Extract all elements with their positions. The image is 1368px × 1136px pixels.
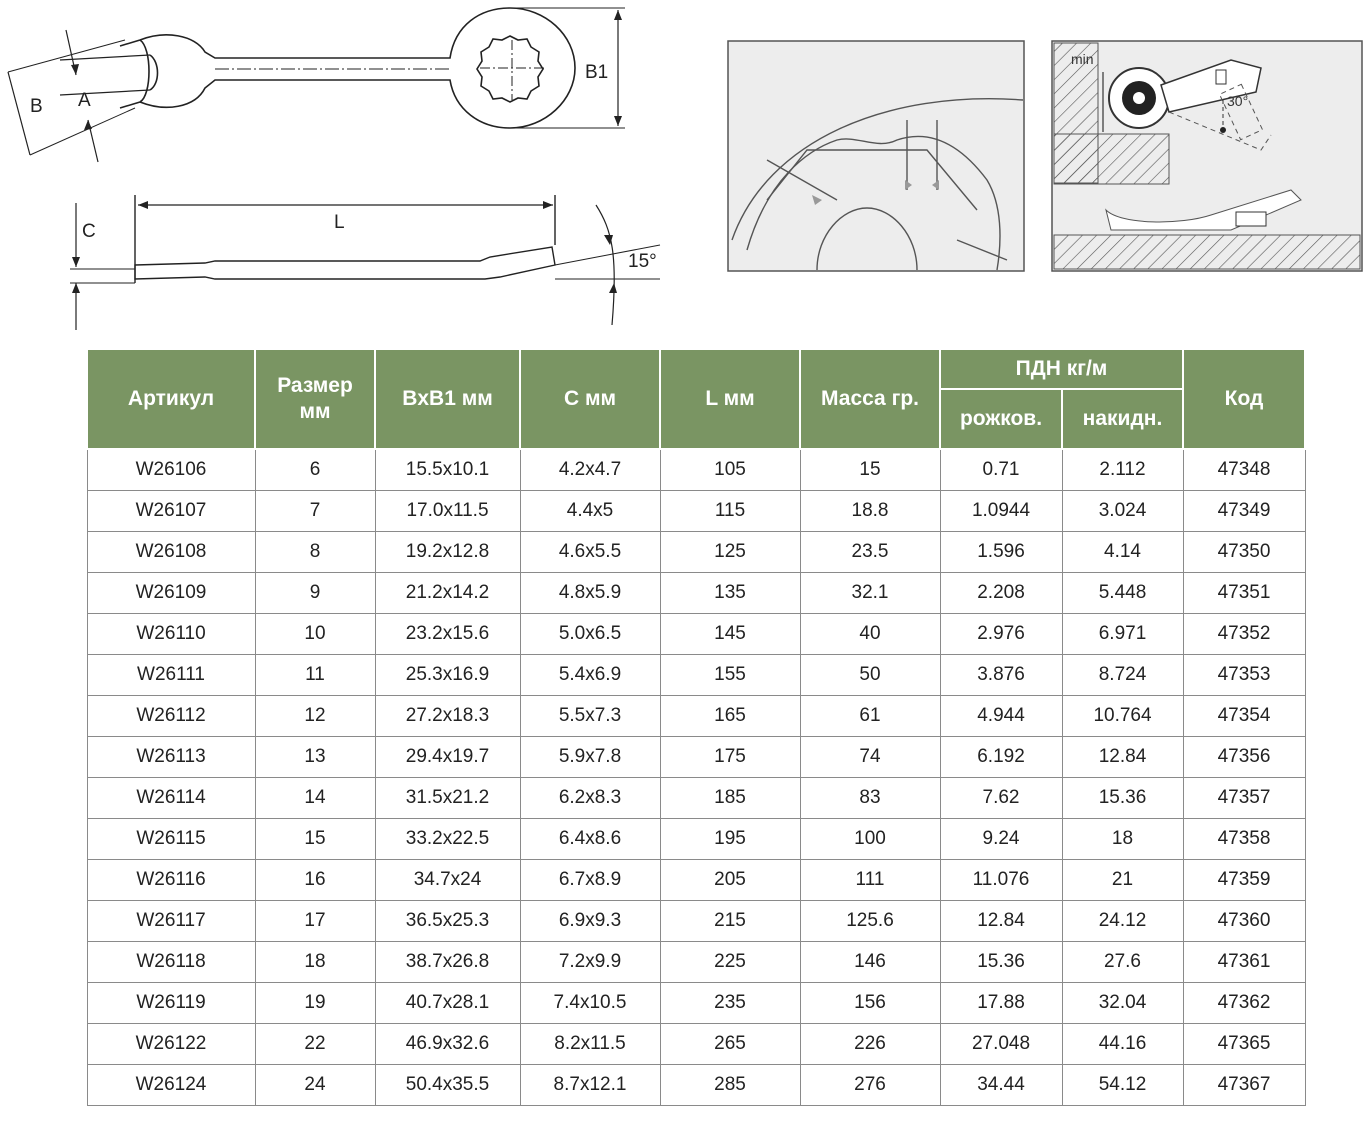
cell-l: 155 (660, 655, 800, 696)
cell-code: 47357 (1183, 778, 1305, 819)
cell-pdn-open: 6.192 (940, 737, 1062, 778)
header-size (255, 349, 375, 449)
usage-illustration-image (1051, 40, 1365, 274)
header-pdn-ring: накидн. (1062, 389, 1183, 449)
cell-article: W26111 (87, 655, 255, 696)
header-pdn: ПДН кг/м (940, 349, 1183, 389)
header-pdn-open: рожков. (940, 389, 1062, 449)
cell-c: 5.0x6.5 (520, 614, 660, 655)
cell-mass: 40 (800, 614, 940, 655)
wrench-side-view-drawing (0, 175, 680, 335)
cell-l: 145 (660, 614, 800, 655)
cell-l: 185 (660, 778, 800, 819)
cell-mass: 74 (800, 737, 940, 778)
cell-bxb1: 40.7x28.1 (375, 983, 520, 1024)
cell-pdn-open: 15.36 (940, 942, 1062, 983)
header-article: Артикул (87, 349, 255, 449)
cell-pdn-ring: 18 (1062, 819, 1183, 860)
cell-size: 7 (255, 491, 375, 532)
cell-article: W26119 (87, 983, 255, 1024)
cell-code: 47365 (1183, 1024, 1305, 1065)
cell-article: W26106 (87, 449, 255, 491)
cell-pdn-ring: 21 (1062, 860, 1183, 901)
cell-size: 12 (255, 696, 375, 737)
cell-pdn-open: 11.076 (940, 860, 1062, 901)
min-label: min (1071, 51, 1094, 67)
dim-label-angle-15: 15° (628, 251, 657, 272)
cell-article: W26110 (87, 614, 255, 655)
cell-bxb1: 38.7x26.8 (375, 942, 520, 983)
cell-size: 15 (255, 819, 375, 860)
cell-code: 47351 (1183, 573, 1305, 614)
cell-pdn-open: 12.84 (940, 901, 1062, 942)
cell-pdn-open: 2.976 (940, 614, 1062, 655)
dim-label-b: B (30, 96, 43, 117)
cell-pdn-open: 7.62 (940, 778, 1062, 819)
table-row (87, 1065, 1305, 1106)
cell-size: 22 (255, 1024, 375, 1065)
cell-l: 195 (660, 819, 800, 860)
cell-bxb1: 15.5x10.1 (375, 449, 520, 491)
table-row (87, 737, 1305, 778)
cell-article: W26113 (87, 737, 255, 778)
cell-bxb1: 36.5x25.3 (375, 901, 520, 942)
cell-pdn-ring: 6.971 (1062, 614, 1183, 655)
cell-bxb1: 34.7x24 (375, 860, 520, 901)
header-l: L мм (660, 349, 800, 449)
table-row (87, 532, 1305, 573)
cell-pdn-ring: 10.764 (1062, 696, 1183, 737)
cell-pdn-ring: 3.024 (1062, 491, 1183, 532)
cell-code: 47353 (1183, 655, 1305, 696)
angle-30-label: 30° (1227, 93, 1249, 109)
cell-article: W26117 (87, 901, 255, 942)
table-row (87, 573, 1305, 614)
cell-l: 205 (660, 860, 800, 901)
cell-pdn-ring: 8.724 (1062, 655, 1183, 696)
header-bxb1: BxB1 мм (375, 349, 520, 449)
table-row (87, 491, 1305, 532)
cell-pdn-ring: 5.448 (1062, 573, 1183, 614)
cell-pdn-open: 3.876 (940, 655, 1062, 696)
cell-size: 13 (255, 737, 375, 778)
cell-bxb1: 29.4x19.7 (375, 737, 520, 778)
cell-pdn-ring: 4.14 (1062, 532, 1183, 573)
table-row (87, 614, 1305, 655)
cell-pdn-open: 17.88 (940, 983, 1062, 1024)
cell-c: 5.4x6.9 (520, 655, 660, 696)
cell-mass: 100 (800, 819, 940, 860)
cell-code: 47361 (1183, 942, 1305, 983)
cell-l: 125 (660, 532, 800, 573)
cell-c: 4.6x5.5 (520, 532, 660, 573)
cell-article: W26116 (87, 860, 255, 901)
cell-pdn-ring: 15.36 (1062, 778, 1183, 819)
cell-size: 24 (255, 1065, 375, 1106)
dim-label-c: C (82, 221, 96, 242)
cell-bxb1: 31.5x21.2 (375, 778, 520, 819)
table-row (87, 942, 1305, 983)
cell-mass: 15 (800, 449, 940, 491)
cell-size: 16 (255, 860, 375, 901)
header-c: С мм (520, 349, 660, 449)
cell-article: W26114 (87, 778, 255, 819)
cell-code: 47352 (1183, 614, 1305, 655)
table-row (87, 983, 1305, 1024)
cell-bxb1: 19.2x12.8 (375, 532, 520, 573)
cell-l: 265 (660, 1024, 800, 1065)
cell-mass: 111 (800, 860, 940, 901)
cell-pdn-ring: 54.12 (1062, 1065, 1183, 1106)
cell-c: 6.9x9.3 (520, 901, 660, 942)
cell-size: 11 (255, 655, 375, 696)
table-row (87, 696, 1305, 737)
cell-pdn-open: 2.208 (940, 573, 1062, 614)
cell-article: W26115 (87, 819, 255, 860)
cell-bxb1: 21.2x14.2 (375, 573, 520, 614)
cell-article: W26118 (87, 942, 255, 983)
cell-size: 14 (255, 778, 375, 819)
cell-article: W26112 (87, 696, 255, 737)
cell-code: 47367 (1183, 1065, 1305, 1106)
cell-c: 4.4x5 (520, 491, 660, 532)
cell-pdn-ring: 32.04 (1062, 983, 1183, 1024)
cell-l: 285 (660, 1065, 800, 1106)
cell-c: 8.7x12.1 (520, 1065, 660, 1106)
cell-mass: 146 (800, 942, 940, 983)
table-row (87, 778, 1305, 819)
cell-c: 4.8x5.9 (520, 573, 660, 614)
cell-mass: 61 (800, 696, 940, 737)
table-row (87, 449, 1305, 491)
cell-size: 19 (255, 983, 375, 1024)
cell-size: 17 (255, 901, 375, 942)
cell-code: 47356 (1183, 737, 1305, 778)
spec-table-body (87, 449, 1305, 1106)
cell-c: 6.7x8.9 (520, 860, 660, 901)
cell-code: 47360 (1183, 901, 1305, 942)
dim-label-a: A (78, 90, 91, 111)
cell-bxb1: 25.3x16.9 (375, 655, 520, 696)
cell-c: 6.2x8.3 (520, 778, 660, 819)
cell-l: 115 (660, 491, 800, 532)
cell-size: 18 (255, 942, 375, 983)
cell-pdn-open: 34.44 (940, 1065, 1062, 1106)
cell-code: 47349 (1183, 491, 1305, 532)
cell-code: 47350 (1183, 532, 1305, 573)
cell-l: 135 (660, 573, 800, 614)
cell-size: 9 (255, 573, 375, 614)
cell-pdn-open: 4.944 (940, 696, 1062, 737)
cell-code: 47358 (1183, 819, 1305, 860)
cell-code: 47362 (1183, 983, 1305, 1024)
cell-l: 105 (660, 449, 800, 491)
ring-profile-detail-image (727, 40, 1027, 274)
cell-pdn-open: 9.24 (940, 819, 1062, 860)
cell-pdn-ring: 2.112 (1062, 449, 1183, 491)
table-row (87, 1024, 1305, 1065)
cell-mass: 125.6 (800, 901, 940, 942)
cell-pdn-open: 27.048 (940, 1024, 1062, 1065)
spec-table (86, 348, 1306, 1106)
cell-size: 6 (255, 449, 375, 491)
cell-size: 10 (255, 614, 375, 655)
cell-c: 8.2x11.5 (520, 1024, 660, 1065)
cell-bxb1: 23.2x15.6 (375, 614, 520, 655)
cell-c: 7.2x9.9 (520, 942, 660, 983)
dim-label-l: L (334, 212, 345, 233)
cell-mass: 50 (800, 655, 940, 696)
dim-label-b1: B1 (585, 62, 609, 83)
cell-code: 47348 (1183, 449, 1305, 491)
cell-mass: 226 (800, 1024, 940, 1065)
table-row (87, 860, 1305, 901)
cell-mass: 156 (800, 983, 940, 1024)
cell-c: 5.9x7.8 (520, 737, 660, 778)
cell-pdn-ring: 24.12 (1062, 901, 1183, 942)
cell-l: 225 (660, 942, 800, 983)
cell-bxb1: 33.2x22.5 (375, 819, 520, 860)
cell-l: 235 (660, 983, 800, 1024)
cell-size: 8 (255, 532, 375, 573)
table-row (87, 655, 1305, 696)
cell-pdn-open: 1.0944 (940, 491, 1062, 532)
cell-article: W26109 (87, 573, 255, 614)
cell-article: W26107 (87, 491, 255, 532)
table-row (87, 819, 1305, 860)
cell-l: 165 (660, 696, 800, 737)
cell-c: 4.2x4.7 (520, 449, 660, 491)
header-mass: Масса гр. (800, 349, 940, 449)
cell-bxb1: 46.9x32.6 (375, 1024, 520, 1065)
cell-pdn-ring: 27.6 (1062, 942, 1183, 983)
cell-pdn-ring: 44.16 (1062, 1024, 1183, 1065)
cell-article: W26124 (87, 1065, 255, 1106)
cell-pdn-open: 1.596 (940, 532, 1062, 573)
cell-pdn-ring: 12.84 (1062, 737, 1183, 778)
cell-bxb1: 17.0x11.5 (375, 491, 520, 532)
wrench-top-view-drawing (0, 0, 650, 170)
cell-mass: 83 (800, 778, 940, 819)
table-row (87, 901, 1305, 942)
cell-mass: 32.1 (800, 573, 940, 614)
cell-l: 175 (660, 737, 800, 778)
cell-pdn-open: 0.71 (940, 449, 1062, 491)
header-code: Код (1183, 349, 1305, 449)
cell-bxb1: 50.4x35.5 (375, 1065, 520, 1106)
cell-bxb1: 27.2x18.3 (375, 696, 520, 737)
cell-c: 6.4x8.6 (520, 819, 660, 860)
cell-article: W26122 (87, 1024, 255, 1065)
cell-mass: 18.8 (800, 491, 940, 532)
cell-c: 7.4x10.5 (520, 983, 660, 1024)
cell-code: 47359 (1183, 860, 1305, 901)
cell-mass: 23.5 (800, 532, 940, 573)
cell-c: 5.5x7.3 (520, 696, 660, 737)
header-size-label: Размер мм (277, 374, 353, 423)
cell-code: 47354 (1183, 696, 1305, 737)
cell-mass: 276 (800, 1065, 940, 1106)
cell-article: W26108 (87, 532, 255, 573)
cell-l: 215 (660, 901, 800, 942)
